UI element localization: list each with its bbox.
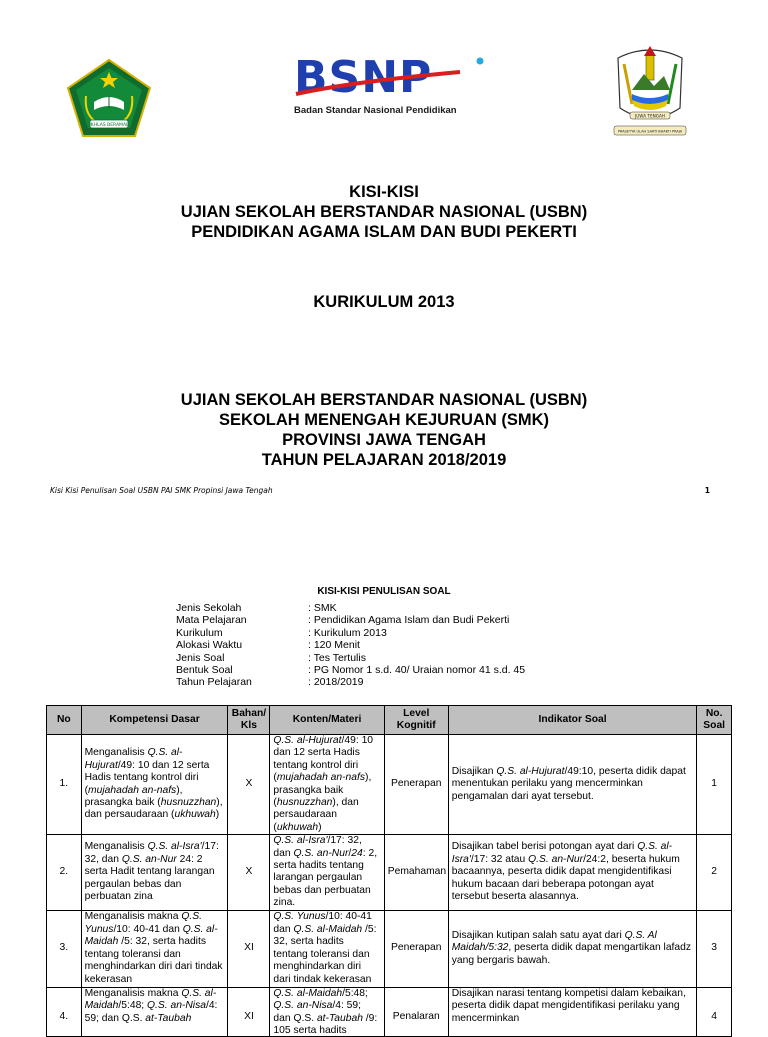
meta-row	[176, 664, 525, 676]
cell-no-soal: 4	[697, 987, 732, 1036]
document-title	[0, 182, 768, 242]
kemenag-logo-caption: IKHLAS BERAMAL	[89, 123, 129, 128]
meta-value: : Tes Tertulis	[308, 651, 366, 664]
jateng-logo-caption: PRASETYA ULAH SAKTI BHAKTI PRAJA	[617, 129, 683, 134]
meta-value: : SMK	[308, 602, 337, 614]
table-row	[47, 835, 732, 910]
exam-title	[0, 390, 768, 470]
cell-level-kognitif: Penerapan	[384, 910, 448, 987]
meta-value: : Pendidikan Agama Islam dan Budi Pekerti	[308, 614, 510, 627]
cell-indikator-soal: Disajikan narasi tentang kompetisi dalam kebaikan, peserta didik dapat mengidentifikasi perilaku yang mencerminkan	[448, 987, 697, 1036]
cell-no-soal: 2	[697, 835, 732, 910]
bsnp-logo-subtitle: Badan Standar Nasional Pendidikan	[294, 105, 457, 116]
footer-text: Kisi Kisi Penulisan Soal USBN PAI SMK Propinsi Jawa Tengah	[50, 486, 273, 495]
year-line: TAHUN PELAJARAN 2018/2019	[261, 451, 507, 469]
header-no-soal: No. Soal	[697, 706, 732, 735]
header-konten-materi: Konten/Materi	[270, 706, 384, 735]
cell-konten-materi: Q.S. al-Maidah/5:48; Q.S. an-Nisa/4: 59; dan Q.S. at-Taubah /9: 105 serta hadits	[270, 987, 384, 1036]
jateng-logo	[608, 44, 692, 144]
bsnp-logo	[290, 52, 490, 122]
header-level-kognitif: Level Kognitif	[384, 706, 448, 735]
curriculum-line: KURIKULUM 2013	[313, 293, 455, 311]
header-indikator-soal: Indikator Soal	[448, 706, 697, 735]
cell-kompetensi-dasar: Menganalisis makna Q.S. Yunus/10: 40-41 dan Q.S. al-Maidah /5: 32, serta hadits tentang toleransi dan menghindarkan diri dari tindak kekerasan	[81, 910, 228, 987]
meta-label: Kurikulum	[176, 626, 223, 639]
cell-bahan-kls: XI	[228, 910, 270, 987]
header-kompetensi-dasar: Kompetensi Dasar	[81, 706, 228, 735]
header-no: No	[47, 706, 82, 735]
cell-kompetensi-dasar: Menganalisis Q.S. al-Hujurat/49: 10 dan 12 serta Hadis tentang kontrol diri (mujahadah an-nafs), prasangka baik (husnuzzhan), dan persaudaraan (ukhuwah)	[81, 735, 228, 835]
cell-level-kognitif: Penalaran	[384, 987, 448, 1036]
meta-row	[176, 652, 525, 664]
table-row	[47, 735, 732, 835]
meta-label: Tahun Pelajaran	[176, 676, 252, 689]
page-footer	[50, 486, 718, 495]
cell-bahan-kls: XI	[228, 987, 270, 1036]
table-row	[47, 910, 732, 987]
meta-label: Alokasi Waktu	[176, 639, 243, 652]
meta-row	[176, 676, 525, 688]
section-title: KISI-KISI PENULISAN SOAL	[317, 586, 451, 597]
cell-kompetensi-dasar: Menganalisis makna Q.S. al-Maidah/5:48; Q.S. an-Nisa/4: 59; dan Q.S. at-Taubah	[81, 987, 228, 1036]
meta-info	[176, 602, 525, 689]
meta-label: Jenis Soal	[176, 651, 225, 664]
cell-bahan-kls: X	[228, 835, 270, 910]
jateng-logo-motto: JUWA TENGAH	[634, 113, 666, 119]
header-bahan-kls: Bahan/ Kls	[228, 706, 270, 735]
meta-label: Jenis Sekolah	[176, 602, 242, 614]
cell-kompetensi-dasar: Menganalisis Q.S. al-Isra'/17: 32, dan Q.S. an-Nur 24: 2 serta Hadit tentang larangan pergaulan bebas dan perbuatan zina	[81, 835, 228, 910]
cell-no-soal: 1	[697, 735, 732, 835]
kisi-kisi-table	[46, 705, 732, 1037]
bsnp-logo-text: BSNP	[294, 52, 433, 103]
cell-bahan-kls: X	[228, 735, 270, 835]
cell-no: 3.	[47, 910, 82, 987]
table-header-row	[47, 706, 732, 735]
meta-row	[176, 627, 525, 639]
kemenag-logo	[66, 58, 152, 138]
title-line-2: UJIAN SEKOLAH BERSTANDAR NASIONAL (USBN)	[180, 203, 588, 221]
cell-no: 1.	[47, 735, 82, 835]
cell-no-soal: 3	[697, 910, 732, 987]
school-line: SEKOLAH MENENGAH KEJURUAN (SMK)	[218, 411, 549, 429]
cell-konten-materi: Q.S. al-Isra'/17: 32, dan Q.S. an-Nur/24: 2, serta hadits tentang larangan pergaulan bebas dan perbuatan zina.	[270, 835, 384, 910]
cell-konten-materi: Q.S. al-Hujurat/49: 10 dan 12 serta Hadis tentang kontrol diri (mujahadah an-nafs), prasangka baik (husnuzzhan), dan persaudaraan (ukhuwah)	[270, 735, 384, 835]
cell-level-kognitif: Pemahaman	[384, 835, 448, 910]
cell-level-kognitif: Penerapan	[384, 735, 448, 835]
meta-value: : PG Nomor 1 s.d. 40/ Uraian nomor 41 s.d. 45	[308, 664, 526, 677]
cell-konten-materi: Q.S. Yunus/10: 40-41 dan Q.S. al-Maidah /5: 32, serta hadits tentang toleransi dan menghindarkan diri dari tindak kekerasan	[270, 910, 384, 987]
meta-value: : 2018/2019	[308, 676, 364, 689]
table-row	[47, 987, 732, 1036]
page-number: 1	[704, 486, 710, 495]
meta-label: Bentuk Soal	[176, 664, 233, 677]
meta-row	[176, 614, 525, 626]
meta-value: : Kurikulum 2013	[308, 626, 387, 639]
cell-indikator-soal: Disajikan Q.S. al-Hujurat/49:10, peserta didik dapat menentukan perilaku yang mencerminkan pengamalan dari ayat tersebut.	[448, 735, 697, 835]
meta-row	[176, 602, 525, 614]
province-line: PROVINSI JAWA TENGAH	[282, 431, 486, 449]
title-line-1: KISI-KISI	[349, 183, 419, 201]
cell-no: 4.	[47, 987, 82, 1036]
meta-row	[176, 639, 525, 651]
cell-no: 2.	[47, 835, 82, 910]
cell-indikator-soal: Disajikan kutipan salah satu ayat dari Q.S. Al Maidah/5:32, peserta didik dapat mengartikan lafadz yang bergaris bawah.	[448, 910, 697, 987]
meta-label: Mata Pelajaran	[176, 614, 247, 627]
title-line-3: PENDIDIKAN AGAMA ISLAM DAN BUDI PEKERTI	[191, 223, 577, 241]
exam-line: UJIAN SEKOLAH BERSTANDAR NASIONAL (USBN)	[180, 391, 588, 409]
meta-value: : 120 Menit	[308, 639, 360, 652]
cell-indikator-soal: Disajikan tabel berisi potongan ayat dari Q.S. al-Isra'/17: 32 atau Q.S. an-Nur/24:2, beserta hukum bacaannya, peserta didik dapat mengidentifikasi hukum bacaan dari beberapa potongan ayat tersebut beserta alasannya.	[448, 835, 697, 910]
curriculum-title	[0, 292, 768, 312]
